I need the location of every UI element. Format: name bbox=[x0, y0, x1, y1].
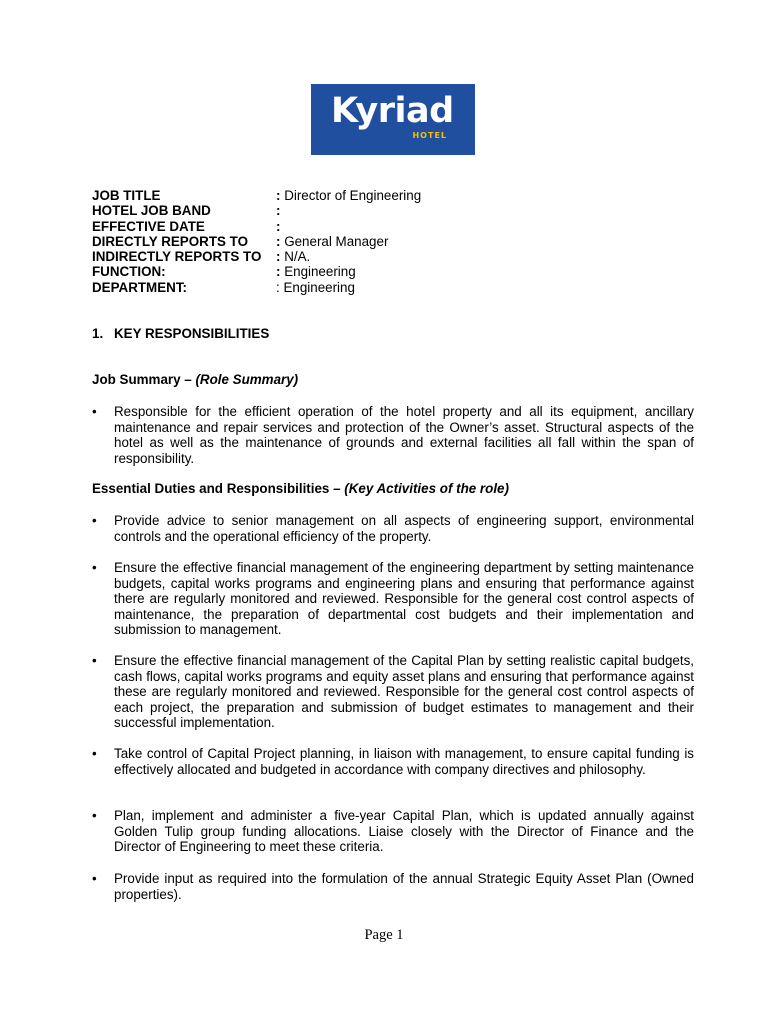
bullet-text: Ensure the effective financial management of the engineering department by setting maintenance budgets, capital works programs and engineering plans and ensuring that performance against there are regularly monitored and reviewed. Responsible for the general cost control aspects of maintenance, the preparation of departmental cost budgets and their implementation and submission to management. bbox=[114, 560, 694, 638]
field-value: : Engineering bbox=[276, 264, 356, 280]
bullet-icon: • bbox=[92, 653, 97, 668]
field-function bbox=[92, 264, 712, 279]
field-value: : N/A. bbox=[276, 249, 311, 265]
logo-subtitle: HOTEL bbox=[412, 131, 447, 140]
job-summary-heading bbox=[92, 372, 298, 388]
bullet-text: Provide advice to senior management on all aspects of engineering support, environmental controls and the operational efficiency of the property. bbox=[114, 513, 694, 544]
field-indirectly-reports-to bbox=[92, 249, 712, 264]
field-label: FUNCTION: bbox=[92, 264, 166, 280]
page-number: Page 1 bbox=[364, 927, 404, 943]
bullet-icon: • bbox=[92, 746, 97, 761]
field-directly-reports-to bbox=[92, 234, 712, 249]
duties-italic: (Key Activities of the role) bbox=[344, 481, 509, 496]
field-effective-date bbox=[92, 219, 712, 234]
bullet-icon: • bbox=[92, 404, 97, 419]
field-label: DEPARTMENT: bbox=[92, 279, 187, 295]
field-label: EFFECTIVE DATE bbox=[92, 218, 205, 234]
job-summary-label: Job Summary – bbox=[92, 372, 196, 387]
field-value: : Director of Engineering bbox=[276, 188, 422, 203]
field-label: HOTEL JOB BAND bbox=[92, 203, 211, 219]
bullet-icon: • bbox=[92, 871, 97, 886]
section-number: 1. bbox=[92, 326, 104, 341]
field-label: DIRECTLY REPORTS TO bbox=[92, 233, 249, 249]
kyriad-hotel-logo bbox=[311, 84, 475, 155]
job-summary-italic: (Role Summary) bbox=[195, 372, 299, 387]
duties-heading bbox=[92, 481, 509, 497]
bullet-text: Take control of Capital Project planning, in liaison with management, to ensure capital funding is effectively allocated and budgeted in accordance with company directives and philosophy. bbox=[114, 746, 694, 777]
field-value: : bbox=[276, 218, 281, 234]
bullet-text: Responsible for the efficient operation of the hotel property and all its equipment, ancillary maintenance and repair services and protection of the Owner’s asset. Structural aspects of the hotel as well as the maintenance of grounds and external facilities all fall within the span of responsibility. bbox=[114, 404, 694, 466]
field-label: JOB TITLE bbox=[92, 188, 161, 203]
field-label: INDIRECTLY REPORTS TO bbox=[92, 249, 262, 265]
field-hotel-job-band bbox=[92, 203, 712, 218]
bullet-text: Provide input as required into the formulation of the annual Strategic Equity Asset Plan (Owned properties). bbox=[114, 871, 694, 902]
logo-wordmark: Kyriad bbox=[331, 91, 454, 131]
field-value: : General Manager bbox=[276, 233, 389, 249]
bullet-text: Plan, implement and administer a five-year Capital Plan, which is updated annually against Golden Tulip group funding allocations. Liaise closely with the Director of Finance and the Director of Engineering to meet these criteria. bbox=[114, 808, 694, 855]
bullet-icon: • bbox=[92, 513, 97, 528]
job-info-fields bbox=[92, 188, 712, 295]
field-value: : bbox=[276, 203, 281, 219]
bullet-icon: • bbox=[92, 560, 97, 575]
bullet-icon: • bbox=[92, 808, 97, 823]
section-heading bbox=[92, 326, 269, 342]
field-job-title bbox=[92, 188, 712, 203]
field-department bbox=[92, 280, 712, 295]
field-value: : Engineering bbox=[276, 279, 355, 295]
bullet-text: Ensure the effective financial management of the Capital Plan by setting realistic capital budgets, cash flows, capital works programs and equity asset plans and ensuring that performance against these are regularly monitored and reviewed. Responsible for the general cost control aspects of each project, the preparation and submission of budget estimates to management and their successful implementation. bbox=[114, 653, 694, 731]
duties-label: Essential Duties and Responsibilities – bbox=[92, 481, 345, 496]
section-title: KEY RESPONSIBILITIES bbox=[114, 326, 270, 341]
